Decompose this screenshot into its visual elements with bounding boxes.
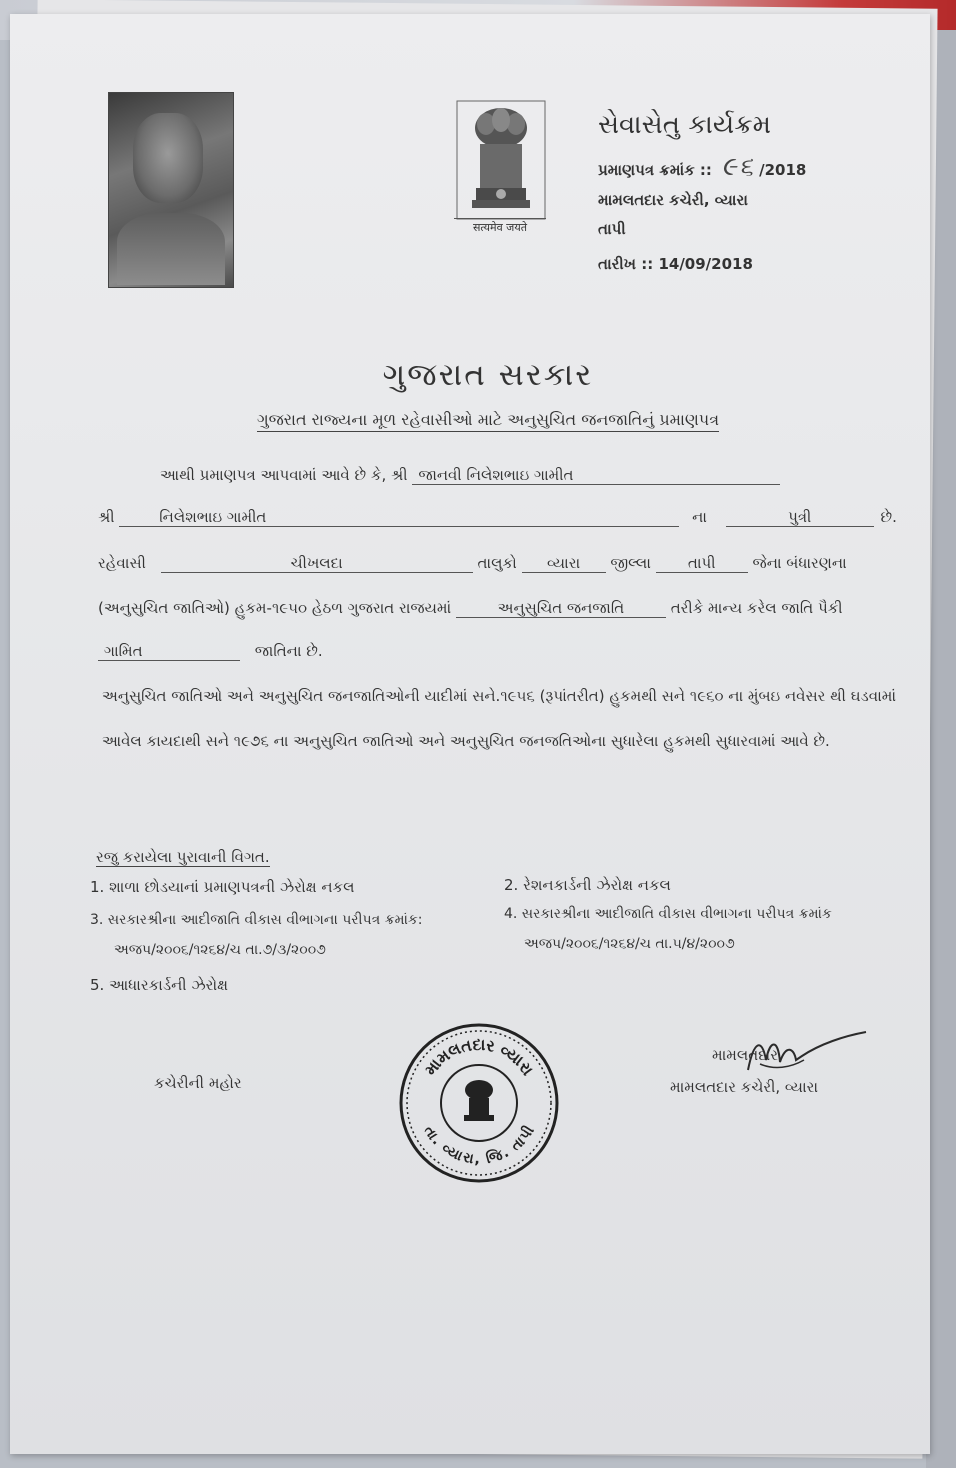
stamp-text-top: મામલતદાર વ્યારા — [420, 1034, 538, 1079]
applicant-photo — [108, 92, 234, 288]
evidence-heading-text: રજુ કરાયેલા પુરાવાની વિગત. — [96, 848, 270, 866]
order-text: (અનુસુચિત જાતિઓ) હુકમ-૧૯૫૦ હેઠળ ગુજરાત રાજયમાં — [98, 599, 452, 617]
office-seal-label: કચેરીની મહોર — [154, 1074, 242, 1092]
caste-line — [98, 642, 323, 661]
national-emblem-icon — [456, 100, 546, 234]
resident-label: રહેવાસી — [98, 554, 146, 572]
recognized-text: તરીકે માન્ય કરેલ જાતિ પૈકી — [670, 599, 843, 617]
date-value: 14/09/2018 — [658, 255, 753, 273]
intro-text: આથી પ્રમાણપત્ર આપવામાં આવે છે કે, શ્રી — [160, 466, 408, 484]
order-line — [98, 599, 843, 618]
chhe-label: છે. — [880, 508, 897, 526]
certificate-number — [598, 152, 806, 183]
evidence-heading — [96, 848, 270, 866]
cert-no-value: ૯૬ — [721, 152, 756, 182]
signatory-office: મામલતદાર કચેરી, વ્યારા — [670, 1078, 819, 1096]
cert-no-year: /2018 — [759, 161, 807, 179]
date-label: તારીખ :: — [598, 255, 654, 273]
certificate-subtitle — [10, 410, 956, 430]
svg-text:તા. વ્યારા, જિ. તાપી — [420, 1123, 537, 1168]
evidence-item-1: 1. શાળા છોડયાનાં પ્રમાણપત્રની ઝેરોક્ષ નકલ — [90, 878, 355, 896]
district: તાપી — [656, 554, 748, 573]
certificate-sheet — [10, 14, 930, 1454]
program-title: સેવાસેતુ કાર્યક્રમ — [598, 110, 771, 140]
parent-line — [98, 508, 897, 527]
photo-face — [133, 113, 203, 203]
residence-line — [98, 554, 847, 573]
shri-label: શ્રી — [98, 508, 115, 526]
village: ચીખલદા — [161, 554, 473, 573]
parent-name: નિલેશભાઇ ગામીત — [119, 508, 679, 527]
intro-line — [160, 466, 780, 485]
office-name: મામલતદાર કચેરી, વ્યારા — [598, 191, 748, 209]
cert-no-label: પ્રમાણપત્ર ક્રમાંક :: — [598, 161, 712, 179]
applicant-name: જાનવી નિલેશભાઇ ગામીત — [412, 466, 780, 485]
government-title: ગુજરાત સરકાર — [382, 357, 594, 393]
issue-date — [598, 255, 753, 273]
signatory-title: મામલતદાર — [712, 1046, 778, 1064]
taluka-label: તાલુકો — [477, 554, 517, 572]
certificate-subtitle-text: ગુજરાત રાજ્યના મૂળ રહેવાસીઓ માટે અનુસુચિત જનજાતિનું પ્રમાણપત્ર — [257, 410, 719, 432]
stamp-text-bottom: તા. વ્યારા, જિ. તાપી — [420, 1123, 538, 1168]
evidence-item-4-ref: અજપ/૨૦૦૬/૧૨૬૪/ચ તા.૫/૪/૨૦૦૭ — [524, 936, 735, 952]
photo-body — [117, 213, 225, 285]
caste-suffix: જાતિના છે. — [254, 642, 323, 660]
svg-text:મામલતદાર વ્યારા — [421, 1035, 538, 1079]
evidence-item-5: 5. આધારકાર્ડની ઝેરોક્ષ — [90, 976, 229, 994]
evidence-item-4: 4. સરકારશ્રીના આદીજાતિ વીકાસ વીભાગના પરીપત્ર ક્રમાંક — [504, 906, 832, 922]
evidence-item-2: 2. રેશનકાર્ડની ઝેરોક્ષ નકલ — [504, 876, 671, 894]
district-label: જીલ્લા — [610, 554, 651, 572]
relation: પુત્રી — [726, 508, 874, 527]
emblem-caption: सत्यमेव जयते — [454, 218, 546, 235]
na-label: ના — [692, 508, 707, 526]
evidence-item-3: 3. સરકારશ્રીના આદીજાતિ વીકાસ વીભાગના પરીપત્ર ક્રમાંક: — [90, 912, 423, 928]
constitution-text: જેના બંધારણના — [752, 554, 847, 572]
official-stamp-icon — [398, 1022, 560, 1184]
category: અનુસુચિત જનજાતિ — [456, 599, 666, 618]
taluka: વ્યારા — [522, 554, 606, 573]
evidence-item-3-ref: અજપ/૨૦૦૬/૧૨૬૪/ચ તા.૭/૩/૨૦૦૭ — [114, 942, 326, 958]
caste: ગામિત — [98, 642, 240, 661]
legal-paragraph: અનુસુચિત જાતિઓ અને અનુસુચિત જનજાતિઓની યાદીમાં સને.૧૯૫૬ (રૂપાંતરીત) હુકમથી સને ૧૯૬૦ ના મુંબઇ નવેસર થી ઘડવામાં આવેલ કાયદાથી સને ૧૯૭૬ ના અનુસુચિત જાતિઓ અને અનુસુચિત જનજતિઓના સુધારેલા હુકમથી સુધારવામાં આવે છે. — [102, 687, 897, 750]
district-name: તાપી — [598, 220, 626, 238]
